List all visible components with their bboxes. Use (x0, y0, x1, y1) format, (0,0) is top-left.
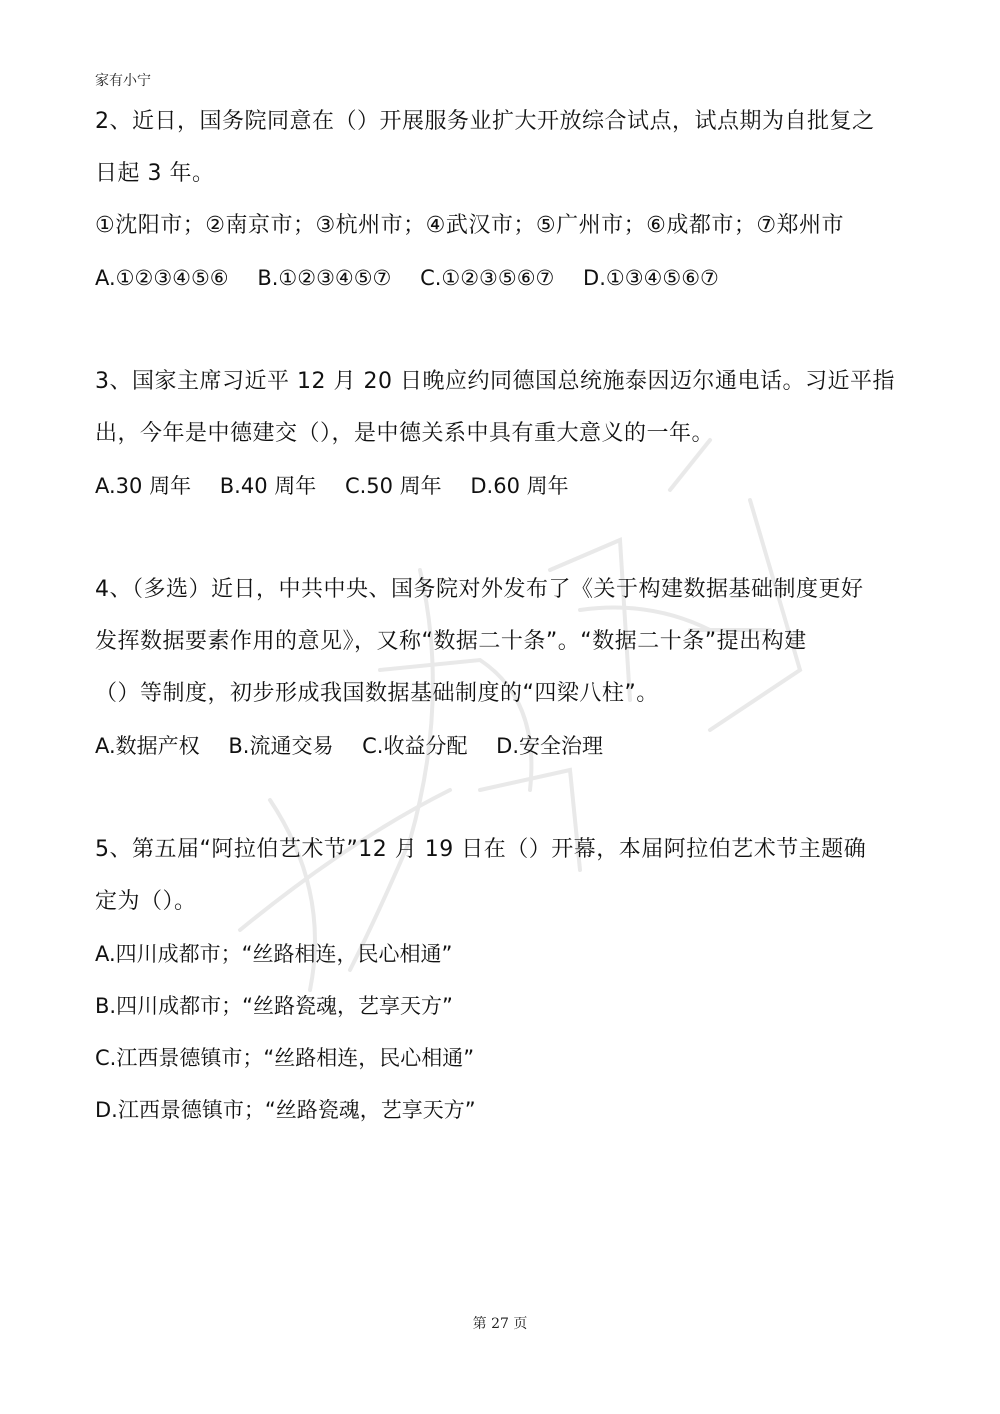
option-c: C.50 周年 (344, 474, 442, 498)
page-number: 第 27 页 (472, 1316, 528, 1332)
page-header: 家有小宁 (95, 73, 151, 89)
option-a: A.①②③④⑤⑥ (95, 266, 229, 290)
option-b: B.40 周年 (219, 474, 317, 498)
question-text-line: 定为（）。 (95, 889, 197, 914)
question-4 (95, 564, 915, 772)
question-text-line: ①沈阳市；②南京市；③杭州市；④武汉市；⑤广州市；⑥成都市；⑦郑州市 (95, 213, 845, 238)
question-text-line: 4、（多选）近日，中共中央、国务院对外发布了《关于构建数据基础制度更好 (95, 577, 864, 602)
option-d: D.60 周年 (470, 474, 569, 498)
question-5 (95, 824, 915, 1136)
option-c: C.江西景德镇市；“丝路相连，民心相通” (95, 1046, 475, 1070)
option-a: A.数据产权 (95, 734, 200, 758)
option-c: C.①②③⑤⑥⑦ (420, 266, 555, 290)
question-text-line: 出，今年是中德建交（），是中德关系中具有重大意义的一年。 (95, 421, 715, 446)
options-row (95, 460, 915, 512)
question-3 (95, 356, 915, 512)
options-row (95, 252, 915, 304)
option-d: D.安全治理 (496, 734, 604, 758)
question-text-line: 3、国家主席习近平 12 月 20 日晚应约同德国总统施泰因迈尔通电话。习近平指 (95, 369, 895, 394)
option-d: D.①③④⑤⑥⑦ (583, 266, 719, 290)
option-a: A.30 周年 (95, 474, 192, 498)
question-text-line: 5、第五届“阿拉伯艺术节”12 月 19 日在（）开幕，本届阿拉伯艺术节主题确 (95, 837, 867, 862)
option-b: B.流通交易 (228, 734, 334, 758)
question-2 (95, 96, 915, 304)
question-list (95, 96, 915, 1188)
question-text-line: （）等制度，初步形成我国数据基础制度的“四梁八柱”。 (95, 681, 659, 706)
question-text-line: 2、近日，国务院同意在（）开展服务业扩大开放综合试点，试点期为自批复之 (95, 109, 875, 134)
option-a: A.四川成都市；“丝路相连，民心相通” (95, 942, 453, 966)
option-d: D.江西景德镇市；“丝路瓷魂，艺享天方” (95, 1098, 476, 1122)
question-text-line: 日起 3 年。 (95, 161, 215, 186)
option-b: B.四川成都市；“丝路瓷魂，艺享天方” (95, 994, 453, 1018)
option-c: C.收益分配 (362, 734, 468, 758)
options-row (95, 720, 915, 772)
question-text-line: 发挥数据要素作用的意见》，又称“数据二十条”。“数据二十条”提出构建 (95, 629, 807, 654)
option-b: B.①②③④⑤⑦ (257, 266, 392, 290)
